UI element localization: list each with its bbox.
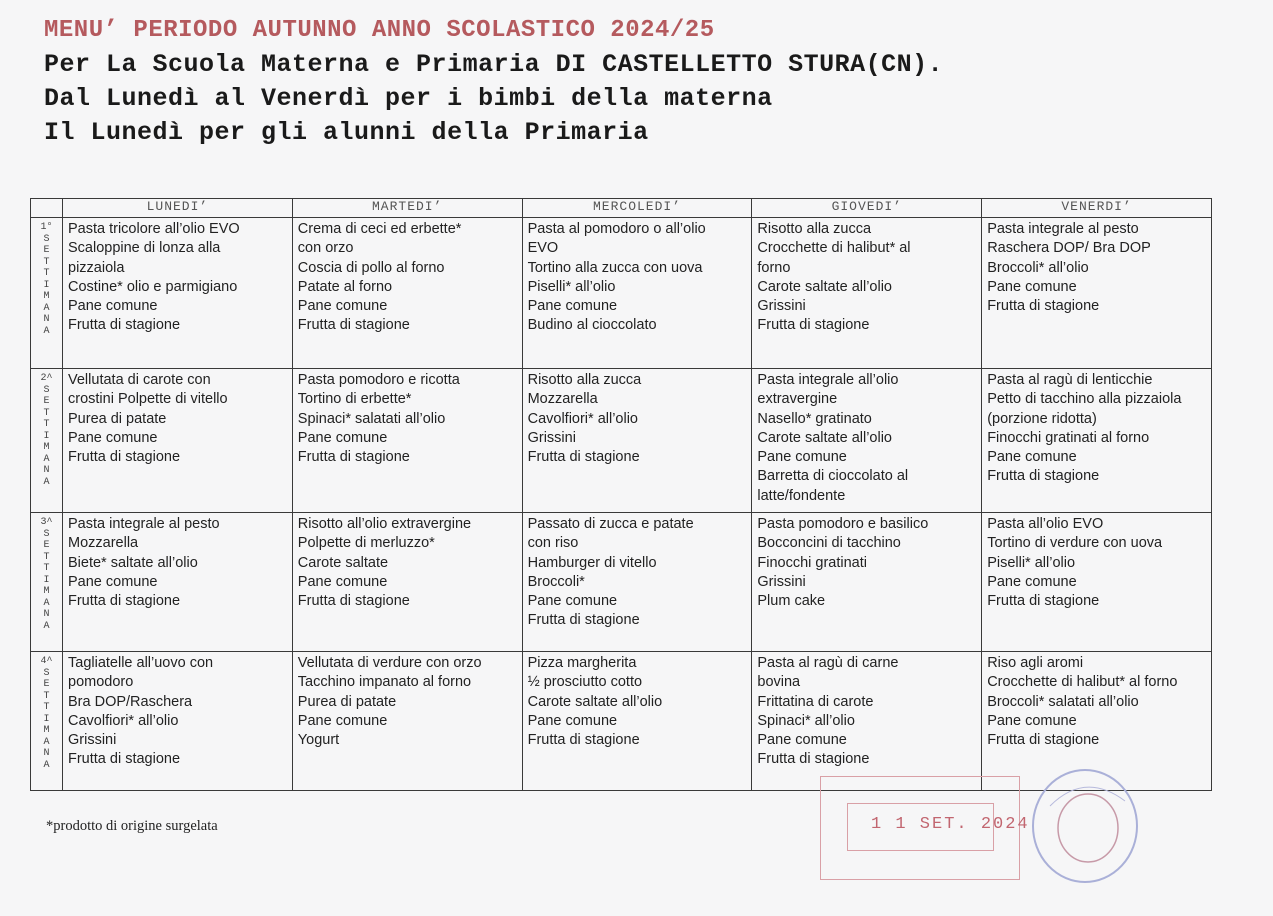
menu-item: Pane comune (68, 429, 158, 446)
menu-cell (292, 513, 522, 652)
menu-item: Carote saltate all’olio (757, 429, 892, 446)
menu-item: Pane comune (527, 712, 618, 729)
week-label-char: T (43, 690, 50, 702)
menu-cell (752, 369, 982, 513)
menu-title: MENU’ PERIODO AUTUNNO ANNO SCOLASTICO 2024/25 (44, 17, 715, 44)
menu-item: (porzione ridotta) (987, 410, 1097, 427)
health-authority-seal (1030, 766, 1140, 886)
menu-item: Tortino di verdure con uova (987, 535, 1163, 552)
menu-item: Frutta di stagione (987, 298, 1100, 315)
menu-cell (522, 218, 752, 369)
week-label-char: N (43, 748, 50, 759)
menu-item: Broccoli* salatati all’olio (987, 693, 1139, 710)
menu-item: Budino al cioccolato (527, 317, 657, 334)
menu-item: Risotto all’olio extravergine (297, 516, 472, 532)
week-label-char: I (43, 430, 50, 442)
menu-cell (292, 218, 522, 369)
menu-item: bovina (757, 674, 801, 691)
menu-item: Carote saltate all’olio (757, 278, 892, 295)
week-label-char: S (43, 528, 50, 540)
day-header: GIOVEDI’ (752, 199, 982, 218)
menu-item: crostini Polpette di vitello (68, 391, 228, 408)
week-label-char: A (43, 759, 50, 771)
week-label-char: E (43, 396, 50, 407)
week-label-char: T (43, 256, 50, 268)
menu-item: Pane comune (297, 429, 388, 446)
week-label-char: S (43, 667, 50, 679)
menu-item: Spinaci* all’olio (757, 712, 855, 729)
menu-cell (522, 369, 752, 513)
menu-item: Pasta tricolore all’olio EVO (68, 221, 240, 237)
corner-cell (31, 199, 63, 218)
week-label-char: T (43, 702, 50, 713)
menu-item: Tacchino impanato al forno (297, 674, 472, 691)
menu-cell (982, 369, 1212, 513)
menu-item: Frutta di stagione (757, 317, 870, 334)
week-label-char: 1° (40, 222, 53, 233)
menu-item: Pane comune (297, 298, 388, 315)
document-header (44, 14, 943, 150)
menu-item: pomodoro (68, 674, 134, 691)
menu-item: Pizza margherita (527, 655, 637, 671)
menu-cell (63, 652, 293, 791)
menu-item: Grissini (527, 429, 576, 446)
menu-item: Finocchi gratinati al forno (987, 429, 1150, 446)
menu-item: Bra DOP/Raschera (68, 693, 193, 710)
menu-item: Riso agli aromi (987, 655, 1084, 671)
menu-item: Frutta di stagione (987, 732, 1100, 749)
menu-item: Frutta di stagione (527, 449, 640, 466)
primary-line: Il Lunedì per gli alunni della Primaria (44, 118, 649, 147)
menu-item: Patate al forno (297, 278, 393, 295)
menu-item: Pane comune (527, 298, 618, 315)
week-label (31, 369, 63, 513)
week-label-char: S (43, 384, 50, 396)
menu-item: Grissini (757, 298, 806, 315)
menu-item: Risotto alla zucca (757, 221, 872, 237)
menu-item: Mozzarella (527, 391, 598, 408)
menu-item: Pasta all’olio EVO (987, 516, 1104, 532)
menu-item: Pane comune (297, 573, 388, 590)
week-label-char: A (43, 597, 50, 609)
menu-item: Spinaci* salatati all’olio (297, 410, 446, 427)
week-label-char: N (43, 465, 50, 476)
menu-item: Petto di tacchino alla pizzaiola (987, 391, 1182, 408)
menu-item: Pane comune (68, 573, 158, 590)
week-label-char: T (43, 419, 50, 430)
receipt-stamp (820, 776, 1030, 880)
menu-item: Piselli* all’olio (527, 278, 616, 295)
menu-item: Pasta integrale al pesto (68, 516, 220, 532)
menu-item: Pane comune (987, 712, 1077, 729)
menu-item: Frutta di stagione (68, 751, 181, 768)
menu-item: Mozzarella (68, 535, 139, 552)
menu-item: Grissini (757, 573, 806, 590)
menu-item: Scaloppine di lonza alla (68, 240, 221, 257)
week-label-char: A (43, 302, 50, 314)
menu-item: Purea di patate (297, 693, 397, 710)
menu-item: Pane comune (757, 732, 847, 749)
week-label-char: A (43, 325, 50, 337)
menu-cell (752, 218, 982, 369)
day-header: MERCOLEDI’ (522, 199, 752, 218)
menu-cell (982, 513, 1212, 652)
week-label-char: M (43, 442, 50, 453)
menu-item: Frittatina di carote (757, 693, 874, 710)
menu-item: Tortino di erbette* (297, 391, 412, 408)
menu-item: Frutta di stagione (68, 593, 181, 610)
week-label-char: M (43, 586, 50, 597)
week-label-char: I (43, 713, 50, 725)
menu-item: pizzaiola (68, 259, 125, 276)
menu-item: Nasello* gratinato (757, 410, 872, 427)
week-label-char: N (43, 314, 50, 325)
menu-item: Crocchette di halibut* al forno (987, 674, 1178, 691)
week-label-char: E (43, 540, 50, 551)
week-label-char: A (43, 476, 50, 488)
menu-item: Vellutata di carote con (68, 372, 211, 388)
menu-item: Pasta integrale all’olio (757, 372, 899, 388)
menu-item: Biete* saltate all’olio (68, 554, 198, 571)
menu-item: Piselli* all’olio (987, 554, 1076, 571)
week-label-char: M (43, 291, 50, 302)
menu-item: Pasta pomodoro e basilico (757, 516, 929, 532)
menu-item: Grissini (68, 732, 117, 749)
menu-item: Purea di patate (68, 410, 167, 427)
menu-item: forno (757, 259, 791, 276)
menu-item: Bocconcini di tacchino (757, 535, 901, 552)
menu-item: Pane comune (987, 278, 1077, 295)
menu-item: Pane comune (987, 573, 1077, 590)
menu-item: Frutta di stagione (757, 751, 870, 768)
menu-item: Frutta di stagione (297, 449, 410, 466)
menu-item: Carote saltate all’olio (527, 693, 663, 710)
footnote: *prodotto di origine surgelata (46, 818, 218, 834)
menu-item: extravergine (757, 391, 838, 408)
menu-item: Pasta al ragù di carne (757, 655, 899, 671)
week-label-char: I (43, 574, 50, 586)
menu-item: Frutta di stagione (68, 317, 181, 334)
menu-item: con orzo (297, 240, 354, 257)
week-row (31, 218, 1212, 369)
week-label-char: E (43, 679, 50, 690)
week-label-char: A (43, 620, 50, 632)
menu-item: Pasta integrale al pesto (987, 221, 1139, 237)
menu-item: Frutta di stagione (297, 593, 410, 610)
menu-item: Hamburger di vitello (527, 554, 657, 571)
week-label-char: M (43, 725, 50, 736)
menu-cell (63, 218, 293, 369)
menu-cell (292, 652, 522, 791)
menu-item: Yogurt (297, 732, 340, 749)
day-header: MARTEDI’ (292, 199, 522, 218)
menu-item: Tagliatelle all’uovo con (68, 655, 214, 671)
menu-item: Frutta di stagione (987, 468, 1100, 485)
menu-item: Frutta di stagione (527, 732, 640, 749)
week-label-char: T (43, 551, 50, 563)
week-label (31, 513, 63, 652)
day-header: VENERDI’ (982, 199, 1212, 218)
menu-item: Pane comune (527, 593, 618, 610)
menu-item: Pane comune (757, 449, 847, 466)
menu-item: Coscia di pollo al forno (297, 259, 445, 276)
week-label-char: 4^ (40, 656, 53, 667)
menu-item: Pasta al ragù di lenticchie (987, 372, 1153, 388)
menu-item: Pane comune (987, 449, 1077, 466)
week-label-char: T (43, 563, 50, 574)
week-label (31, 218, 63, 369)
menu-cell (982, 218, 1212, 369)
menu-item: Passato di zucca e patate (527, 516, 694, 532)
menu-item: latte/fondente (757, 487, 846, 504)
menu-item: Raschera DOP/ Bra DOP (987, 240, 1151, 257)
menu-item: Pasta al pomodoro o all’olio (527, 221, 706, 237)
menu-item: Broccoli* (527, 573, 585, 590)
menu-item: Frutta di stagione (527, 612, 640, 629)
menu-item: ½ prosciutto cotto (527, 674, 643, 691)
week-label-char: 2^ (40, 373, 53, 384)
menu-item: EVO (527, 240, 559, 257)
menu-cell (752, 513, 982, 652)
menu-item: Finocchi gratinati (757, 554, 867, 571)
week-label-char: A (43, 736, 50, 748)
menu-item: Vellutata di verdure con orzo (297, 655, 482, 671)
menu-item: Tortino alla zucca con uova (527, 259, 703, 276)
week-label-char: S (43, 233, 50, 245)
menu-item: Cavolfiori* all’olio (527, 410, 639, 427)
menu-item: Risotto alla zucca (527, 372, 642, 388)
menu-cell (522, 652, 752, 791)
week-row (31, 369, 1212, 513)
week-label-char: E (43, 245, 50, 256)
menu-item: con riso (527, 535, 579, 552)
menu-item: Frutta di stagione (68, 449, 181, 466)
day-header-row (31, 199, 1212, 218)
day-header: LUNEDI’ (63, 199, 293, 218)
kindergarten-line: Dal Lunedì al Venerdì per i bimbi della materna (44, 84, 773, 113)
menu-item: Crema di ceci ed erbette* (297, 221, 462, 237)
menu-table (30, 198, 1212, 791)
menu-item: Polpette di merluzzo* (297, 535, 435, 552)
menu-item: Pasta pomodoro e ricotta (297, 372, 460, 388)
menu-item: Crocchette di halibut* al (757, 240, 911, 257)
menu-item: Cavolfiori* all’olio (68, 712, 179, 729)
menu-item: Pane comune (297, 712, 388, 729)
week-label-char: 3^ (40, 517, 53, 528)
menu-cell (63, 369, 293, 513)
menu-item: Frutta di stagione (297, 317, 410, 334)
week-label-char: N (43, 609, 50, 620)
menu-cell (522, 513, 752, 652)
menu-item: Broccoli* all’olio (987, 259, 1089, 276)
stamp-date: 1 1 SET. 2024 (871, 815, 1030, 834)
menu-item: Barretta di cioccolato al (757, 468, 909, 485)
week-label-char: T (43, 407, 50, 419)
menu-item: Costine* olio e parmigiano (68, 278, 238, 295)
week-label-char: T (43, 268, 50, 279)
menu-cell (752, 652, 982, 791)
menu-item: Pane comune (68, 298, 158, 315)
menu-item: Plum cake (757, 593, 826, 610)
week-label-char: I (43, 279, 50, 291)
menu-cell (292, 369, 522, 513)
week-label (31, 652, 63, 791)
menu-cell (63, 513, 293, 652)
week-row (31, 513, 1212, 652)
school-line: Per La Scuola Materna e Primaria DI CASTELLETTO STURA(CN). (44, 50, 944, 79)
menu-item: Frutta di stagione (987, 593, 1100, 610)
menu-item: Carote saltate (297, 554, 389, 571)
week-label-char: A (43, 453, 50, 465)
